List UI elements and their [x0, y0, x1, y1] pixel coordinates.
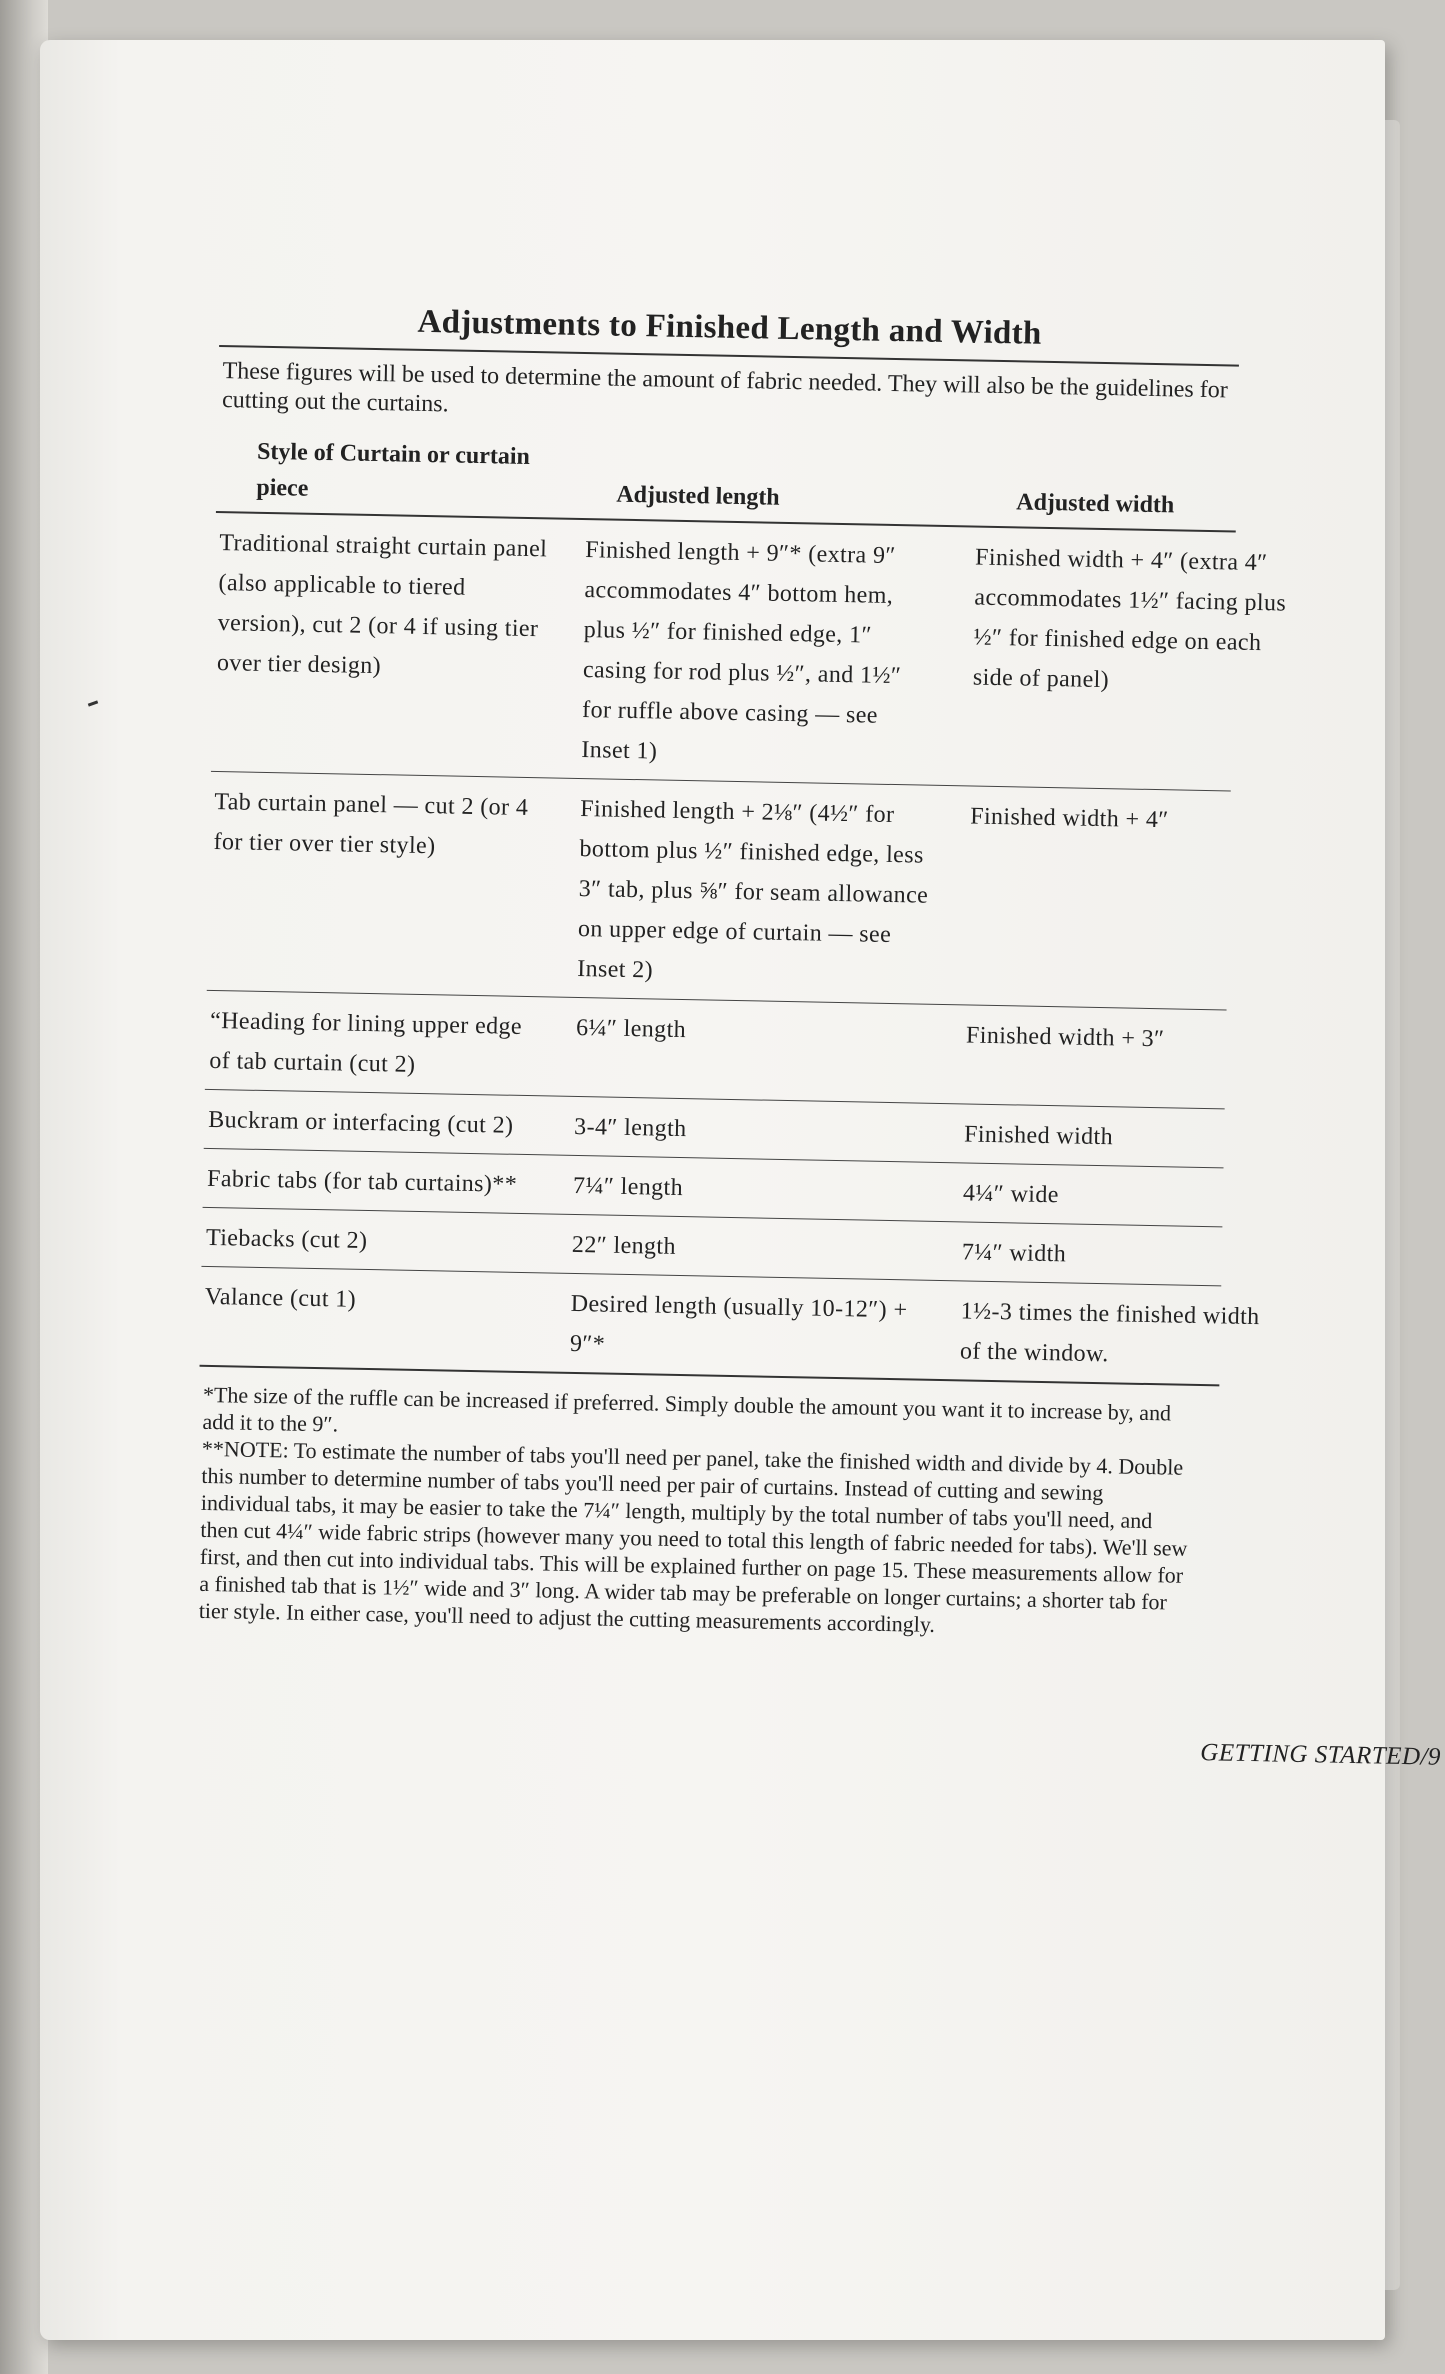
- row-style: Fabric tabs (for tab curtains)**: [206, 1165, 518, 1198]
- running-footer: GETTING STARTED/9: [1200, 1739, 1442, 1771]
- row-width: Finished width: [963, 1121, 1114, 1151]
- row-length: Finished length + 9″* (extra 9″ accommodates 4″ bottom hem, plus ½″ for finished edge, 1″ casing for rod plus ½″, and 1½″ for ruffle above casing — see Inset 1): [581, 537, 902, 765]
- footnote-tabs: **NOTE: To estimate the number of tabs you'll need per panel, take the finished width and divide by 4. Double this number to determine number of tabs you'll need per pair of curtains. Instead of cutting and sewing individual tabs, it may be easier to take the 7¼″ length, multiply by the total number of tabs you'll need, and then cut 4¼″ wide fabric strips (however many you need to total this length of fabric needed for tabs). We'll sew first, and then cut into individual tabs. This will be explained further on page 15. These measurements allow for a finished tab that is 1½″ wide and 3″ long. A wider tab may be preferable on longer curtains; a shorter tab for tier style. In either case, you'll need to adjust the cutting measurements accordingly.: [198, 1435, 1188, 1637]
- row-length: 7¼″ length: [572, 1172, 684, 1202]
- table-row: [205, 991, 1227, 1109]
- row-style: Valance (cut 1): [204, 1283, 357, 1313]
- footnotes: [199, 1381, 1193, 1643]
- header-length: Adjusted length: [616, 481, 780, 511]
- row-width: Finished width + 4″: [969, 803, 1169, 834]
- book-page: [40, 40, 1442, 2340]
- row-length: 3-4″ length: [573, 1113, 687, 1143]
- row-style: Traditional straight curtain panel (also applicable to tiered version), cut 2 (or 4 if using tier over tier design): [216, 530, 548, 680]
- row-length: Desired length (usually 10-12″) + 9″*: [569, 1290, 908, 1358]
- row-style: Tab curtain panel — cut 2 (or 4 for tier over tier style): [213, 788, 529, 860]
- row-length: 6¼″ length: [575, 1014, 687, 1044]
- row-length: Finished length + 2⅛″ (4½″ for bottom plus ½″ finished edge, less 3″ tab, plus ⅝″ for seam allowance on upper edge of curtain — see Inset 2): [576, 796, 929, 984]
- row-width: Finished width + 3″: [965, 1022, 1165, 1053]
- row-width: 1½-3 times the finished width of the window.: [959, 1298, 1260, 1368]
- row-style: Buckram or interfacing (cut 2): [208, 1106, 514, 1139]
- row-width: 4¼″ wide: [962, 1180, 1060, 1209]
- row-style: Tiebacks (cut 2): [205, 1224, 368, 1255]
- intro-text: These figures will be used to determine the amount of fabric needed. They will also be the guidelines for cutting out the curtains.: [221, 358, 1228, 418]
- header-style: Style of Curtain or curtain piece: [256, 438, 531, 502]
- page-content: [195, 300, 1442, 1771]
- row-width: 7¼″ width: [961, 1239, 1067, 1268]
- row-width: Finished width + 4″ (extra 4″ accommodates 1½″ facing plus ½″ for finished edge on each side of panel): [972, 544, 1287, 694]
- margin-mark: [88, 700, 98, 706]
- row-length: 22″ length: [571, 1231, 677, 1260]
- header-width: Adjusted width: [1016, 489, 1175, 519]
- page-title: Adjustments to Finished Length and Width: [417, 303, 1042, 352]
- table-row: [211, 513, 1287, 791]
- row-style: “Heading for lining upper edge of tab curtain (cut 2): [209, 1007, 523, 1078]
- footnote-ruffle: *The size of the ruffle can be increased if preferred. Simply double the amount you want it to increase by, and add it to the 9″.: [202, 1381, 1172, 1437]
- table-row: [207, 772, 1231, 1010]
